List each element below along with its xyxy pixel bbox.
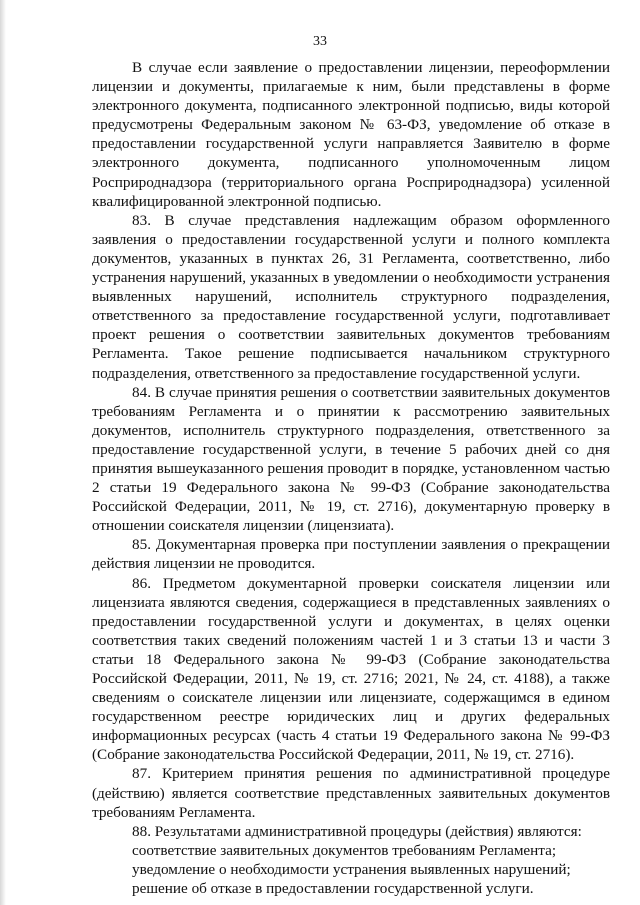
paragraph-number: 84. — [132, 383, 151, 401]
page-number: 33 — [313, 34, 327, 49]
paragraph-text: В случае принятия решения о соответствии заявительных документов требованиям Регламента и о принятии к рассмотрению заявительных документов, исполнитель структурного подразделения, ответственного за предоставление государственной услуги, в течение 5 рабочих дней со дня принятия вышеуказанного решения проводит в порядке, установленном частью 2 статьи 19 Федерального закона № 99-ФЗ (Собрание законодательства Российской Федерации, 2011, № 19, ст. 2716), документарную проверку в отношении соискателя лицензии (лицензиата). — [92, 383, 610, 535]
paragraph-continuation — [92, 58, 610, 211]
paragraph-number: 85. — [132, 536, 151, 554]
result-line: решение об отказе в предоставлении государственной услуги. — [132, 880, 534, 898]
paragraph-number: 87. — [132, 765, 151, 783]
paragraph-text: Результатами административной процедуры (действия) являются: — [154, 822, 582, 840]
paragraph-87 — [92, 764, 610, 821]
paragraph-83 — [92, 211, 610, 383]
paragraph-text: Документарная проверка при поступлении заявления о прекращении действия лицензии не проводится. — [92, 536, 610, 573]
document-body — [92, 58, 610, 898]
paragraph-number: 86. — [132, 574, 151, 592]
result-line: уведомление о необходимости устранения выявленных нарушений; — [132, 860, 571, 878]
scan-edge-shadow — [0, 0, 6, 905]
paragraph-85 — [92, 535, 610, 573]
result-line: соответствие заявительных документов требованиям Регламента; — [132, 841, 557, 859]
paragraph-number: 83. — [132, 211, 151, 229]
paragraph-text: В случае если заявление о предоставлении лицензии, переоформлении лицензии и документы, прилагаемые к ним, были представлены в форме электронного документа, подписанного электронной подписью, виды которой предусмотрены Федеральным законом № 63-ФЗ, уведомление об отказе в предоставлении государственной услуги направляется Заявителю в форме электронного документа, подписанного уполномоченным лицом Росприроднадзора (территориального органа Росприроднадзора) усиленной квалифицированной электронной подписью. — [92, 59, 610, 210]
paragraph-88 — [92, 822, 610, 841]
paragraph-text: Критерием принятия решения по административной процедуре (действию) является соответствие представленных заявительных документов требованиям Регламента. — [92, 765, 611, 821]
paragraph-text: В случае представления надлежащим образом оформленного заявления о предоставлении государственной услуги и полного комплекта документов, указанных в пунктах 26, 31 Регламента, соответственно, либо устранения нарушений, указанных в уведомлении о необходимости устранения выявленных нарушений, исполнитель структурного подразделения, ответственного за предоставление государственной услуги, подготавливает проект решения о соответствии заявительных документов требованиям Регламента. Такое решение подписывается начальником структурного подразделения, ответственного за предоставление государственной услуги. — [92, 211, 611, 382]
paragraph-text: Предметом документарной проверки соискателя лицензии или лицензиата являются сведения, содержащиеся в представленных заявлениях о предоставлении государственной услуги и документах, в целях оценки соответствия таких сведений положениям частей 1 и 3 статьи 13 и части 3 статьи 18 Федерального закона № 99-ФЗ (Собрание законодательства Российской Федерации, 2011, № 19, ст. 2716; 2021, № 24, ст. 4188), а также сведениям о соискателе лицензии или лицензиате, содержащимся в едином государственном реестре юридических лиц и других федеральных информационных ресурсах (часть 4 статьи 19 Федерального закона № 99-ФЗ (Собрание законодательства Российской Федерации, 2011, № 19, ст. 2716). — [92, 574, 610, 764]
paragraph-86 — [92, 574, 610, 765]
paragraph-84 — [92, 383, 610, 536]
paragraph-number: 88. — [132, 822, 151, 840]
